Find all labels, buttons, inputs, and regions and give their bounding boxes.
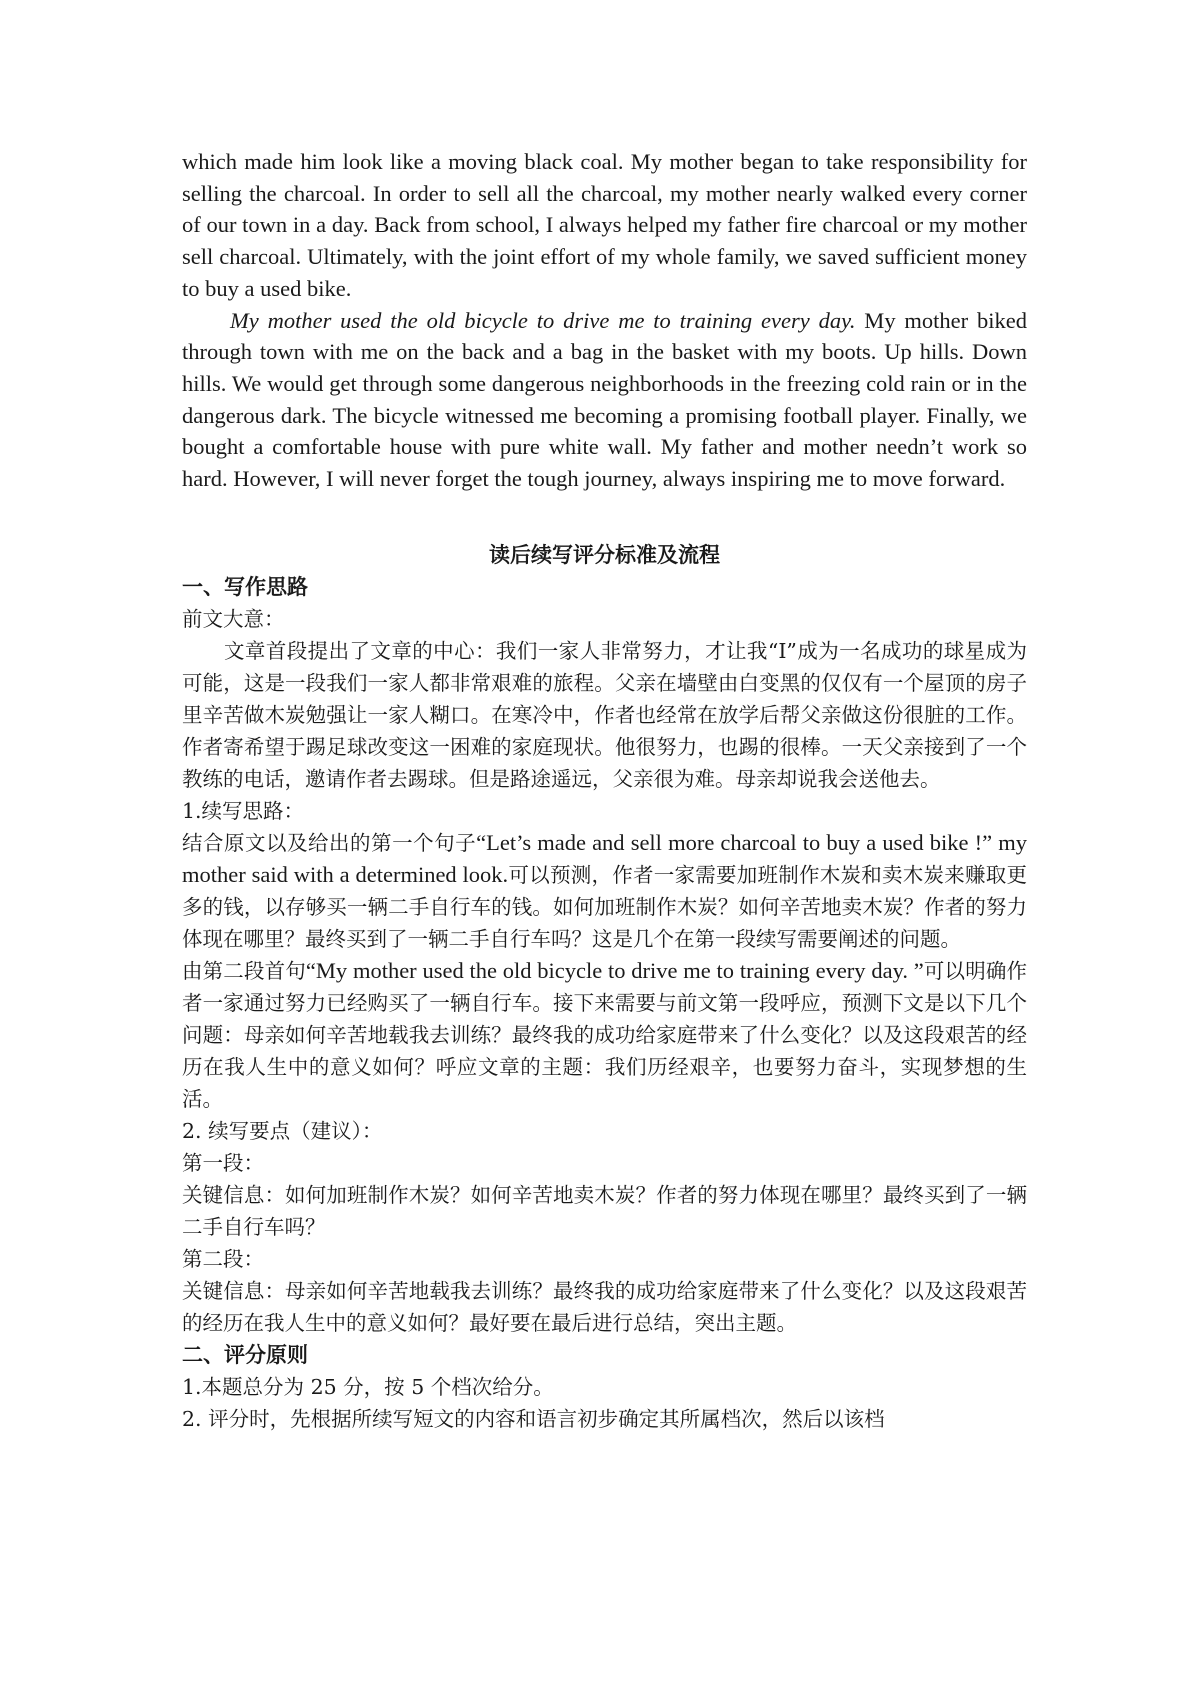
idea-2-intro: 由第二段首句	[182, 958, 306, 983]
continuation-idea-1	[182, 827, 1027, 955]
continuation-idea-2	[182, 955, 1027, 1115]
summary-label: 前文大意：	[182, 606, 285, 631]
story-paragraph-2-lead: My mother used the old bicycle to drive me to training every day.	[230, 307, 856, 333]
scoring-rule-2: 2. 评分时，先根据所续写短文的内容和语言初步确定其所属档次，然后以该档	[182, 1406, 885, 1431]
idea-1-analysis: 可以预测，作者一家需要加班制作木炭和卖木炭来赚取更多的钱，以存够买一辆二手自行车的钱。如何加班制作木炭？如何辛苦地卖木炭？作者的努力体现在哪里？最终买到了一辆二手自行车吗？这是几个在第一段续写需要阐述的问题。	[182, 862, 1028, 951]
idea-1-intro: 结合原文以及给出的第一个句子	[182, 830, 477, 855]
section-heading-scoring-principles: 二、评分原则	[182, 1342, 308, 1367]
continuation-ideas-label: 1.续写思路：	[182, 798, 305, 823]
document-page	[182, 146, 1027, 1435]
story-paragraph-2	[182, 305, 1027, 495]
paragraph-1-key-info: 关键信息：如何加班制作木炭？如何辛苦地卖木炭？作者的努力体现在哪里？最终买到了一辆二手自行车吗？	[182, 1182, 1027, 1239]
paragraph-2-key-info: 关键信息：母亲如何辛苦地载我去训练？最终我的成功给家庭带来了什么变化？以及这段艰苦的经历在我人生中的意义如何？最好要在最后进行总结，突出主题。	[182, 1278, 1027, 1335]
story-paragraph-2-body: My mother biked through town with me on the back and a bag in the basket with my boots. Up hills. Down hills. We would get through some dangerous neighborhoods in the freezing cold rain or in the dangerous dark. The bicycle witnessed me becoming a promising football player. Finally, we bought a comfortable house with pure white wall. My father and mother needn’t work so hard. However, I will never forget the tough journey, always inspiring me to move forward.	[182, 307, 1027, 492]
key-points-label: 2. 续写要点（建议）：	[182, 1118, 383, 1143]
paragraph-2-label: 第二段：	[182, 1246, 264, 1271]
idea-2-quote: “My mother used the old bicycle to drive me to training every day. ”	[305, 957, 924, 983]
rubric-title: 读后续写评分标准及流程	[489, 542, 720, 567]
scoring-rule-1: 1.本题总分为 25 分，按 5 个档次给分。	[182, 1374, 554, 1399]
story-paragraph-1: which made him look like a moving black coal. My mother began to take responsibility for selling the charcoal. In order to sell all the charcoal, my mother nearly walked every corner of our town in a day. Back from school, I always helped my father fire charcoal or my mother sell charcoal. Ultimately, with the joint effort of my whole family, we saved sufficient money to buy a used bike.	[182, 149, 1027, 301]
summary-paragraph: 文章首段提出了文章的中心：我们一家人非常努力，才让我“I”成为一名成功的球星成为可能，这是一段我们一家人都非常艰难的旅程。父亲在墙壁由白变黑的仅仅有一个屋顶的房子里辛苦做木炭勉强让一家人糊口。在寒冷中，作者也经常在放学后帮父亲做这份很脏的工作。作者寄希望于踢足球改变这一困难的家庭现状。他很努力，也踢的很棒。一天父亲接到了一个教练的电话，邀请作者去踢球。但是路途遥远，父亲很为难。母亲却说我会送他去。	[182, 638, 1027, 791]
paragraph-1-label: 第一段：	[182, 1150, 264, 1175]
idea-1-quote: “Let’s made and sell more charcoal to buy a used bike !” my mother said with a determined look.	[182, 829, 1027, 887]
idea-2-analysis: 可以明确作者一家通过努力已经购买了一辆自行车。接下来需要与前文第一段呼应，预测下文是以下几个问题：母亲如何辛苦地载我去训练？最终我的成功给家庭带来了什么变化？以及这段艰苦的经历在我人生中的意义如何？呼应文章的主题：我们历经艰辛，也要努力奋斗，实现梦想的生活。	[182, 958, 1028, 1111]
section-heading-writing-ideas: 一、写作思路	[182, 574, 308, 599]
